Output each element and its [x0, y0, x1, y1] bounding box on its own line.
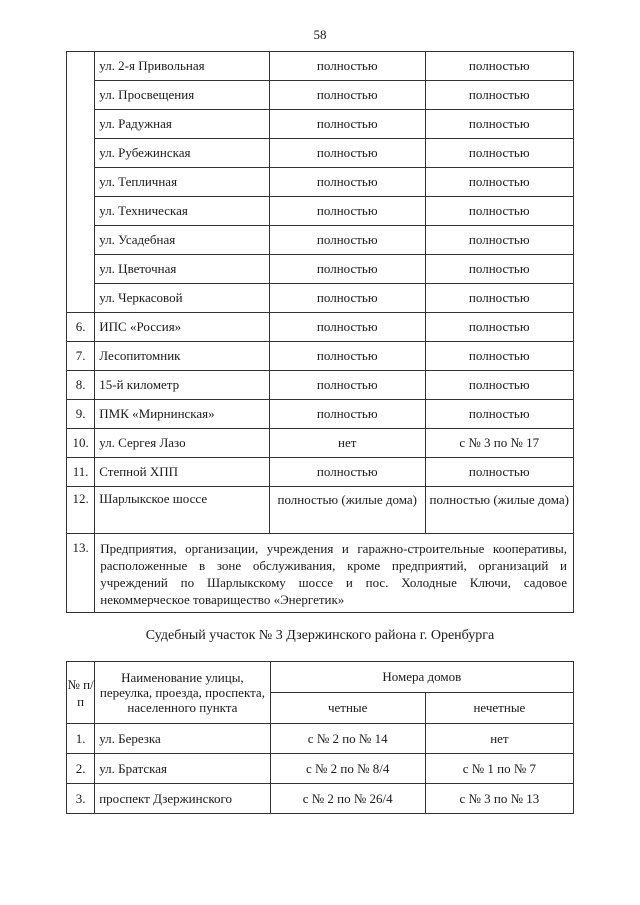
- table-row: [67, 226, 574, 255]
- row-number: 9.: [67, 400, 95, 429]
- even-numbers: полностью: [269, 458, 425, 487]
- street-name: ул. Березка: [95, 724, 270, 754]
- row-number: 8.: [67, 371, 95, 400]
- row-number: 10.: [67, 429, 95, 458]
- header-street-name: Наименование улицы, переулка, проезда, проспекта, населенного пункта: [95, 662, 270, 724]
- odd-numbers: полностью: [425, 458, 573, 487]
- table-row: [67, 313, 574, 342]
- street-name: ПМК «Мирнинская»: [95, 400, 270, 429]
- street-name: ул. Цветочная: [95, 255, 270, 284]
- court-district-3-table: [66, 661, 574, 814]
- odd-numbers: полностью: [425, 284, 573, 313]
- table-row: [67, 400, 574, 429]
- street-name: ул. Просвещения: [95, 81, 270, 110]
- row-number: 1.: [67, 724, 95, 754]
- even-numbers: полностью: [269, 139, 425, 168]
- street-name: ул. Черкасовой: [95, 284, 270, 313]
- even-numbers: полностью: [269, 110, 425, 139]
- street-name: Лесопитомник: [95, 342, 270, 371]
- even-numbers: нет: [269, 429, 425, 458]
- even-numbers: полностью (жилые дома): [269, 487, 425, 534]
- odd-numbers: полностью: [425, 197, 573, 226]
- row-number: 7.: [67, 342, 95, 371]
- odd-numbers: полностью: [425, 52, 573, 81]
- street-name: ул. Усадебная: [95, 226, 270, 255]
- row-number: 11.: [67, 458, 95, 487]
- row-number: 12.: [67, 487, 95, 534]
- street-name: ул. Тепличная: [95, 168, 270, 197]
- street-name: ул. Братская: [95, 754, 270, 784]
- odd-numbers: полностью: [425, 139, 573, 168]
- table-row: [67, 342, 574, 371]
- table-row: [67, 458, 574, 487]
- table-row: [67, 754, 574, 784]
- row-number: 2.: [67, 754, 95, 784]
- table-row: [67, 284, 574, 313]
- even-numbers: с № 2 по № 8/4: [270, 754, 425, 784]
- odd-numbers: полностью: [425, 168, 573, 197]
- table-row: [67, 197, 574, 226]
- street-name: 15-й километр: [95, 371, 270, 400]
- odd-numbers: с № 3 по № 17: [425, 429, 573, 458]
- street-name: ИПС «Россия»: [95, 313, 270, 342]
- header-odd: нечетные: [425, 693, 573, 724]
- header-house-numbers: Номера домов: [270, 662, 573, 693]
- odd-numbers: полностью: [425, 226, 573, 255]
- street-name: ул. Рубежинская: [95, 139, 270, 168]
- page-number: 58: [313, 27, 327, 42]
- even-numbers: полностью: [269, 168, 425, 197]
- odd-numbers: с № 3 по № 13: [425, 784, 573, 814]
- table-row: [67, 110, 574, 139]
- street-name: ул. Техническая: [95, 197, 270, 226]
- even-numbers: полностью: [269, 255, 425, 284]
- even-numbers: полностью: [269, 81, 425, 110]
- even-numbers: с № 2 по № 14: [270, 724, 425, 754]
- even-numbers: полностью: [269, 226, 425, 255]
- header-even: четные: [270, 693, 425, 724]
- even-numbers: полностью: [269, 371, 425, 400]
- streets-table-continued: [66, 51, 574, 613]
- table-row-note: [67, 534, 574, 613]
- row-number: 3.: [67, 784, 95, 814]
- odd-numbers: полностью: [425, 342, 573, 371]
- even-numbers: полностью: [269, 52, 425, 81]
- street-name: Шарлыкское шоссе: [95, 487, 270, 534]
- table-row: [67, 724, 574, 754]
- odd-numbers: полностью (жилые дома): [425, 487, 573, 534]
- odd-numbers: полностью: [425, 110, 573, 139]
- header-number: № п/п: [67, 662, 95, 724]
- note-text: Предприятия, организации, учреждения и гаражно-строительные кооперативы, расположенные в зоне обслуживания, кроме предприятий, организаций и учреждений по Шарлыкскому шоссе и пос. Холодные Ключи, садовое некоммерческое товарищество «Энергетик»: [95, 534, 574, 613]
- odd-numbers: полностью: [425, 371, 573, 400]
- table-row: [67, 255, 574, 284]
- table-row: [67, 429, 574, 458]
- table-row: [67, 52, 574, 81]
- table-row: [67, 81, 574, 110]
- even-numbers: полностью: [269, 284, 425, 313]
- even-numbers: полностью: [269, 400, 425, 429]
- street-name: ул. Сергея Лазо: [95, 429, 270, 458]
- even-numbers: полностью: [269, 313, 425, 342]
- street-name: Степной ХПП: [95, 458, 270, 487]
- table-row: [67, 139, 574, 168]
- odd-numbers: полностью: [425, 400, 573, 429]
- table-row: [67, 487, 574, 534]
- street-name: ул. Радужная: [95, 110, 270, 139]
- row-number: [67, 52, 95, 313]
- table-row: [67, 784, 574, 814]
- table-row: [67, 168, 574, 197]
- street-name: ул. 2-я Привольная: [95, 52, 270, 81]
- odd-numbers: с № 1 по № 7: [425, 754, 573, 784]
- odd-numbers: полностью: [425, 313, 573, 342]
- odd-numbers: полностью: [425, 81, 573, 110]
- even-numbers: полностью: [269, 197, 425, 226]
- row-number: 13.: [67, 534, 95, 613]
- even-numbers: с № 2 по № 26/4: [270, 784, 425, 814]
- row-number: 6.: [67, 313, 95, 342]
- section-title: Судебный участок № 3 Дзержинского района г. Оренбурга: [145, 628, 495, 643]
- odd-numbers: полностью: [425, 255, 573, 284]
- odd-numbers: нет: [425, 724, 573, 754]
- street-name: проспект Дзержинского: [95, 784, 270, 814]
- even-numbers: полностью: [269, 342, 425, 371]
- table-row: [67, 371, 574, 400]
